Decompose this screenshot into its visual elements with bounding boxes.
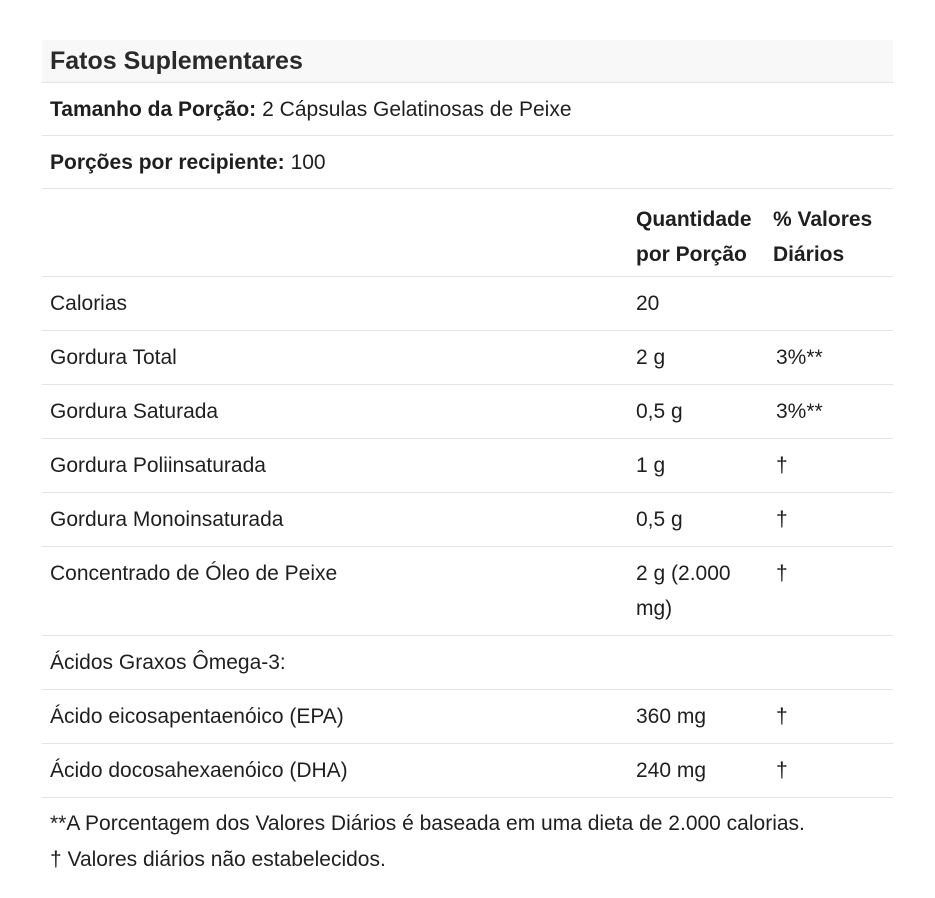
column-header-nutrient [42, 189, 628, 285]
nutrient-amount: 0,5 g [636, 508, 683, 531]
table-row [42, 439, 893, 493]
nutrient-name: Ácidos Graxos Ômega-3: [50, 651, 286, 674]
nutrient-daily-value [768, 636, 893, 689]
nutrient-daily-value: † [776, 508, 788, 531]
nutrient-daily-value: † [776, 705, 788, 728]
panel-title: Fatos Suplementares [42, 40, 893, 83]
table-row [42, 385, 893, 439]
table-row [42, 690, 893, 744]
column-header-amount: Quantidade por Porção [636, 208, 752, 266]
serving-size-label: Tamanho da Porção: [50, 97, 257, 121]
servings-per-container-row [42, 136, 893, 189]
nutrient-amount: 20 [636, 292, 660, 315]
nutrient-name: Gordura Saturada [50, 400, 219, 423]
table-row [42, 493, 893, 547]
table-header [42, 189, 893, 277]
table-row [42, 331, 893, 385]
nutrient-name: Gordura Poliinsaturada [50, 454, 266, 477]
table-row [42, 277, 893, 331]
nutrient-name: Concentrado de Óleo de Peixe [50, 562, 338, 585]
serving-size-row [42, 83, 893, 136]
nutrient-name: Gordura Total [50, 346, 177, 369]
nutrient-daily-value: † [776, 454, 788, 477]
nutrient-amount: 0,5 g [636, 400, 683, 423]
nutrient-amount: 2 g [636, 346, 666, 369]
nutrient-amount: 360 mg [636, 705, 707, 728]
nutrient-amount: 2 g (2.000 mg) [636, 562, 731, 620]
servings-per-container-label: Porções por recipiente: [50, 150, 285, 174]
nutrient-daily-value: 3%** [776, 346, 823, 369]
servings-per-container-value: 100 [290, 150, 326, 174]
nutrient-name: Ácido eicosapentaenóico (EPA) [50, 705, 344, 728]
nutrient-amount: 240 mg [636, 759, 707, 782]
nutrient-name: Ácido docosahexaenóico (DHA) [50, 759, 348, 782]
table-row [42, 744, 893, 798]
serving-size-value: 2 Cápsulas Gelatinosas de Peixe [262, 97, 572, 121]
nutrient-amount [628, 636, 768, 689]
nutrient-daily-value: † [776, 562, 788, 585]
nutrient-amount: 1 g [636, 454, 666, 477]
supplement-facts-panel [42, 40, 893, 878]
table-row [42, 636, 893, 690]
nutrient-name: Gordura Monoinsaturada [50, 508, 284, 531]
footnote-daily-value: **A Porcentagem dos Valores Diários é baseada em uma dieta de 2.000 calorias. [50, 812, 805, 835]
footnote-not-established: † Valores diários não estabelecidos. [50, 848, 386, 871]
footnotes [42, 806, 893, 878]
column-header-daily-value: % Valores Diários [773, 208, 873, 266]
nutrient-name: Calorias [50, 292, 128, 315]
nutrient-daily-value [768, 277, 893, 330]
nutrient-daily-value: † [776, 759, 788, 782]
nutrient-daily-value: 3%** [776, 400, 823, 423]
table-row [42, 547, 893, 636]
